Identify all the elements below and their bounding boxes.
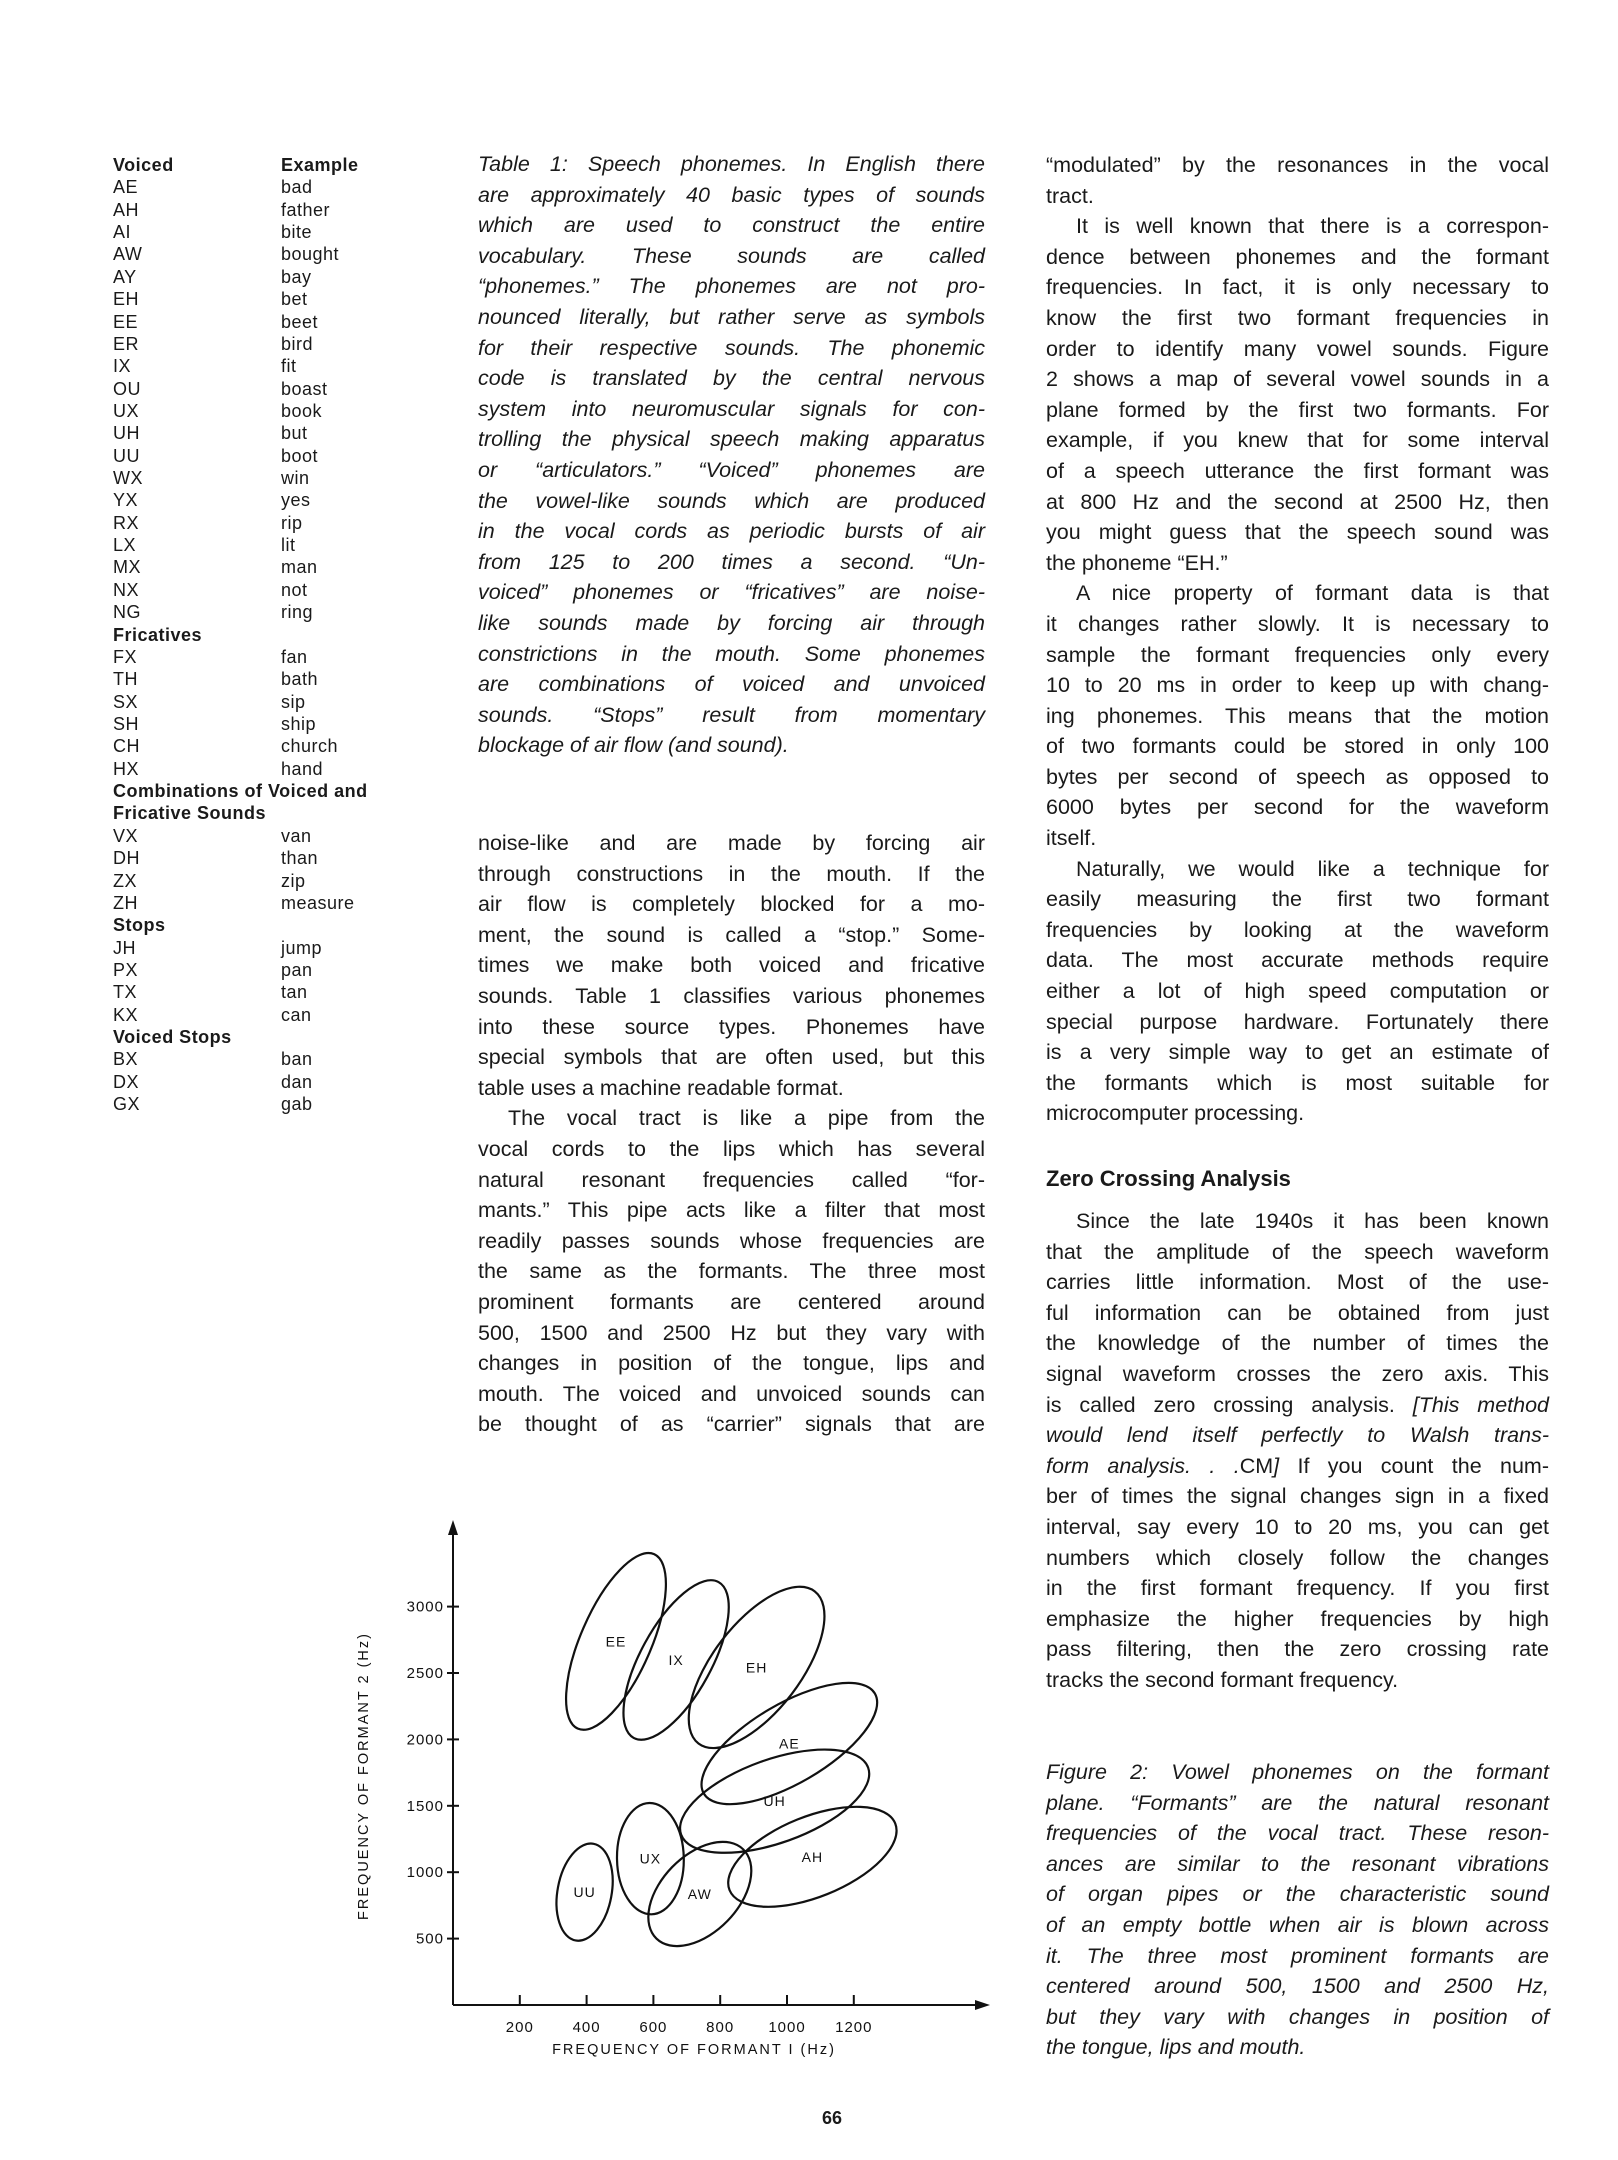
example-word: not: [281, 579, 308, 600]
example-word: bad: [281, 177, 313, 198]
text-line: constrictions in the mouth. Some phonemes: [478, 641, 985, 666]
phoneme-code: ZX: [113, 870, 138, 891]
text-line: special symbols that are often used, but this: [478, 1045, 985, 1070]
example-word: win: [281, 468, 310, 489]
text-line: in the vocal cords as periodic bursts of air: [478, 519, 985, 544]
text-line: itself.: [1046, 826, 1097, 851]
phoneme-code: GX: [113, 1094, 141, 1115]
text-line: microcomputer processing.: [1046, 1101, 1305, 1126]
example-word: tan: [281, 982, 308, 1003]
y-tick-label: 1000: [406, 1864, 444, 1882]
page-number: 66: [822, 2108, 843, 2128]
phoneme-code: EE: [113, 311, 139, 332]
example-word: zip: [281, 870, 306, 891]
region-label: EE: [605, 1633, 627, 1650]
text-line: system into neuromuscular signals for con-: [478, 396, 985, 421]
text-line: the knowledge of the number of times the: [1046, 1331, 1549, 1356]
text-line: frequencies by looking at the waveform: [1046, 917, 1549, 942]
text-line: data. The most accurate methods require: [1046, 948, 1549, 973]
text-line: mouth. The voiced and unvoiced sounds can: [478, 1381, 985, 1406]
text-line: from 125 to 200 times a second. “Un-: [478, 549, 985, 574]
example-word: boast: [281, 378, 328, 399]
region-label: UH: [763, 1793, 786, 1810]
example-word: bet: [281, 289, 308, 310]
text-line: the phoneme “EH.”: [1046, 550, 1228, 575]
text-line: of two formants could be stored in only 100: [1046, 734, 1549, 759]
text-line: It is well known that there is a correspon-: [1076, 214, 1549, 239]
region-label: UU: [573, 1884, 596, 1901]
example-word: beet: [281, 311, 319, 332]
text-span: If you count the num-: [1279, 1453, 1549, 1478]
text-span: CM: [1239, 1453, 1274, 1478]
editor-note: ]: [1273, 1453, 1280, 1478]
text-line: plane formed by the first two formants. For: [1046, 397, 1549, 422]
phoneme-code: AW: [113, 244, 143, 265]
text-line: ances are similar to the resonant vibrations: [1046, 1851, 1549, 1876]
example-word: van: [281, 825, 312, 846]
text-line: are combinations of voiced and unvoiced: [478, 672, 985, 697]
text-line: the formants which is most suitable for: [1046, 1070, 1549, 1095]
text-line: know the first two formant frequencies in: [1046, 305, 1549, 330]
text-line: The vocal tract is like a pipe from the: [508, 1106, 985, 1131]
text-line: order to identify many vowel sounds. Figure: [1046, 336, 1549, 361]
text-line: tract.: [1046, 183, 1094, 208]
text-line: nounced literally, but rather serve as symbols: [478, 304, 985, 329]
phoneme-code: JH: [113, 937, 136, 958]
phoneme-code: YX: [113, 490, 139, 511]
example-word: hand: [281, 758, 324, 779]
text-line: “modulated” by the resonances in the vocal: [1046, 153, 1549, 177]
table-section-heading: Fricative Sounds: [113, 803, 267, 824]
editor-note: form analysis. . .: [1046, 1453, 1240, 1478]
region-label: IX: [668, 1651, 684, 1668]
phoneme-code: CH: [113, 736, 140, 757]
phoneme-code: DH: [113, 848, 140, 869]
example-word: bath: [281, 669, 319, 690]
text-line: you might guess that the speech sound was: [1046, 520, 1549, 545]
example-word: book: [281, 400, 323, 421]
phoneme-code: NG: [113, 602, 141, 623]
phoneme-code: NX: [113, 579, 140, 600]
phoneme-code: OU: [113, 378, 141, 399]
y-tick-label: 2000: [406, 1731, 444, 1749]
text-line: it. The three most prominent formants are: [1046, 1943, 1549, 1968]
table-section-heading: Voiced Stops: [113, 1027, 232, 1048]
text-line: ment, the sound is called a “stop.” Some-: [478, 922, 985, 947]
text-line: through constructions in the mouth. If the: [478, 861, 985, 886]
x-tick-label: 1000: [768, 2019, 806, 2036]
text-line: times we make both voiced and fricative: [478, 953, 985, 978]
y-tick-label: 3000: [406, 1598, 444, 1616]
editor-note: [This method: [1412, 1392, 1549, 1417]
phoneme-code: UU: [113, 445, 140, 466]
phoneme-code: VX: [113, 825, 139, 846]
y-tick-label: 1500: [406, 1797, 444, 1815]
table-section-heading: Fricatives: [113, 624, 203, 645]
text-line: 500, 1500 and 2500 Hz but they vary with: [478, 1320, 985, 1345]
text-line: prominent formants are centered around: [478, 1289, 985, 1314]
phoneme-code: FX: [113, 646, 138, 667]
x-tick-label: 1200: [835, 2019, 873, 2036]
text-line: dence between phonemes and the formant: [1046, 244, 1549, 269]
text-line: Since the late 1940s it has been known: [1076, 1209, 1549, 1233]
text-line: centered around 500, 1500 and 2500 Hz,: [1046, 1974, 1549, 1999]
text-line: Figure 2: Vowel phonemes on the formant: [1046, 1760, 1549, 1784]
text-line: frequencies. In fact, it is only necessary to: [1046, 275, 1549, 300]
example-word: ship: [281, 713, 317, 734]
text-line: it changes rather slowly. It is necessary to: [1046, 611, 1549, 636]
y-axis-arrow-icon: [448, 1520, 458, 1535]
region-label: AH: [801, 1848, 824, 1865]
phoneme-code: BX: [113, 1049, 139, 1070]
example-word: measure: [281, 892, 355, 913]
text-line: ing phonemes. This means that the motion: [1046, 703, 1549, 728]
example-word: bite: [281, 222, 313, 243]
text-line: natural resonant frequencies called “for-: [478, 1167, 985, 1192]
text-line: ful information can be obtained from just: [1046, 1300, 1549, 1325]
text-line: be thought of as “carrier” signals that are: [478, 1412, 985, 1437]
example-word: bay: [281, 266, 312, 287]
text-line: like sounds made by forcing air through: [478, 610, 985, 635]
phoneme-code: EH: [113, 289, 140, 310]
example-word: man: [281, 557, 318, 578]
text-line: of a speech utterance the first formant was: [1046, 458, 1549, 483]
text-line: noise-like and are made by forcing air: [478, 831, 985, 855]
text-line: carries little information. Most of the use-: [1046, 1270, 1549, 1295]
text-line: is a very simple way to get an estimate of: [1046, 1040, 1549, 1065]
text-span: is called zero crossing analysis.: [1046, 1392, 1413, 1417]
phoneme-code: MX: [113, 557, 141, 578]
text-line: plane. “Formants” are the natural resonant: [1046, 1790, 1549, 1815]
phoneme-code: AY: [113, 266, 137, 287]
text-line: example, if you knew that for some interval: [1046, 428, 1549, 453]
text-line: interval, say every 10 to 20 ms, you can get: [1046, 1514, 1549, 1539]
example-word: ring: [281, 602, 314, 623]
example-word: than: [281, 848, 319, 869]
text-line: Naturally, we would like a technique for: [1076, 856, 1549, 881]
phoneme-code: ER: [113, 333, 140, 354]
text-line: frequencies of the vocal tract. These reson-: [1046, 1821, 1549, 1846]
text-line: are approximately 40 basic types of sounds: [478, 182, 985, 207]
text-line: readily passes sounds whose frequencies are: [478, 1228, 985, 1253]
text-line: sample the formant frequencies only every: [1046, 642, 1549, 667]
phoneme-code: Voiced: [113, 155, 174, 175]
phoneme-code: HX: [113, 758, 140, 779]
text-line: emphasize the higher frequencies by high: [1046, 1606, 1549, 1631]
phoneme-code: SH: [113, 713, 140, 734]
x-axis-arrow-icon: [975, 2000, 990, 2010]
text-line: blockage of air flow (and sound).: [478, 733, 789, 758]
text-line: vocabulary. These sounds are called: [478, 243, 985, 268]
phoneme-code: AI: [113, 222, 132, 243]
y-tick-label: 2500: [406, 1665, 444, 1682]
text-line: “phonemes.” The phonemes are not pro-: [478, 274, 985, 299]
text-line: ber of times the signal changes sign in a fixed: [1046, 1484, 1549, 1509]
text-line: the tongue, lips and mouth.: [1046, 2035, 1306, 2060]
phoneme-code: TH: [113, 669, 138, 690]
x-tick-label: 600: [639, 2019, 668, 2036]
x-axis-title: FREQUENCY OF FORMANT I (Hz): [552, 2042, 836, 2058]
phoneme-code: KX: [113, 1004, 139, 1025]
example-word: lit: [281, 535, 296, 556]
text-line: bytes per second of speech as opposed to: [1046, 764, 1549, 789]
phoneme-code: AH: [113, 199, 140, 220]
text-line: 10 to 20 ms in order to keep up with chang-: [1046, 673, 1549, 698]
example-word: father: [281, 199, 331, 220]
text-line: of organ pipes or the characteristic sound: [1046, 1882, 1549, 1907]
text-line: vocal cords to the lips which has several: [478, 1136, 985, 1161]
example-word: rip: [281, 512, 303, 533]
text-line: at 800 Hz and the second at 2500 Hz, then: [1046, 489, 1549, 514]
text-line: Table 1: Speech phonemes. In English there: [478, 152, 985, 176]
example-word: pan: [281, 959, 313, 980]
text-line: into these source types. Phonemes have: [478, 1014, 985, 1039]
text-line: 2 shows a map of several vowel sounds in a: [1046, 367, 1549, 392]
example-word: bird: [281, 333, 314, 354]
region-label: AW: [687, 1885, 712, 1902]
text-line: tracks the second formant frequency.: [1046, 1667, 1399, 1692]
text-line: or “articulators.” “Voiced” phonemes are: [478, 457, 985, 482]
phoneme-code: AE: [113, 177, 139, 198]
region-label: EH: [745, 1659, 768, 1676]
text-line: the vowel-like sounds which are produced: [478, 488, 985, 513]
text-line: table uses a machine readable format.: [478, 1075, 844, 1100]
text-line: that the amplitude of the speech waveform: [1046, 1239, 1549, 1264]
phoneme-code: LX: [113, 535, 137, 556]
example-word: can: [281, 1004, 312, 1025]
phoneme-code: DX: [113, 1071, 140, 1092]
text-line: sounds. “Stops” result from momentary: [478, 702, 985, 727]
text-line: the same as the formants. The three most: [478, 1259, 985, 1284]
example-word: church: [281, 736, 339, 757]
x-tick-label: 800: [706, 2019, 735, 2036]
phoneme-code: PX: [113, 959, 139, 980]
text-line: A nice property of formant data is that: [1076, 581, 1549, 606]
section-heading: Zero Crossing Analysis: [1046, 1166, 1291, 1191]
phoneme-code: WX: [113, 468, 143, 489]
example-word: Example: [281, 155, 359, 175]
example-word: bought: [281, 244, 340, 265]
example-word: jump: [281, 937, 323, 958]
text-line: of an empty bottle when air is blown across: [1046, 1912, 1549, 1937]
text-line: mants.” This pipe acts like a filter that most: [478, 1198, 985, 1223]
phoneme-code: UX: [113, 400, 140, 421]
example-word: fit: [281, 356, 297, 377]
text-line: code is translated by the central nervous: [478, 366, 985, 391]
text-line: in the first formant frequency. If you first: [1046, 1576, 1549, 1601]
x-tick-label: 400: [572, 2019, 601, 2036]
text-line: sounds. Table 1 classifies various phonemes: [478, 983, 985, 1008]
phoneme-code: RX: [113, 512, 140, 533]
phoneme-code: ZH: [113, 892, 138, 913]
text-line: either a lot of high speed computation or: [1046, 979, 1549, 1004]
example-word: ban: [281, 1049, 313, 1070]
text-line: 6000 bytes per second for the waveform: [1046, 795, 1549, 820]
text-line: numbers which closely follow the changes: [1046, 1545, 1549, 1570]
example-word: sip: [281, 691, 306, 712]
phoneme-code: UH: [113, 423, 140, 444]
text-line: signal waveform crosses the zero axis. This: [1046, 1361, 1549, 1386]
example-word: dan: [281, 1071, 313, 1092]
example-word: but: [281, 423, 308, 444]
text-line: air flow is completely blocked for a mo-: [478, 892, 985, 917]
text-line: which are used to construct the entire: [478, 213, 985, 238]
text-line: pass filtering, then the zero crossing rate: [1046, 1637, 1549, 1662]
text-line: for their respective sounds. The phonemic: [478, 335, 985, 360]
text-line: but they vary with changes in position of: [1046, 2004, 1549, 2029]
phoneme-code: IX: [113, 356, 132, 377]
region-label: AE: [778, 1735, 800, 1752]
text-line: easily measuring the first two formant: [1046, 887, 1549, 912]
y-axis-title: FREQUENCY OF FORMANT 2 (Hz): [356, 1632, 372, 1920]
editor-note: would lend itself perfectly to Walsh trans-: [1046, 1423, 1549, 1448]
table-section-heading: Stops: [113, 915, 166, 936]
phoneme-code: TX: [113, 982, 138, 1003]
text-line: voiced” phonemes or “fricatives” are noise-: [478, 580, 985, 605]
phoneme-code: SX: [113, 691, 139, 712]
example-word: gab: [281, 1094, 313, 1115]
x-tick-label: 200: [505, 2019, 534, 2036]
example-word: yes: [281, 490, 311, 511]
text-line: trolling the physical speech making apparatus: [478, 427, 985, 452]
region-label: UX: [639, 1850, 662, 1867]
table-section-heading: Combinations of Voiced and: [113, 781, 368, 802]
text-line: changes in position of the tongue, lips and: [478, 1351, 985, 1376]
text-line: special purpose hardware. Fortunately there: [1046, 1009, 1549, 1034]
example-word: fan: [281, 646, 308, 667]
example-word: boot: [281, 445, 319, 466]
y-tick-label: 500: [415, 1930, 444, 1948]
